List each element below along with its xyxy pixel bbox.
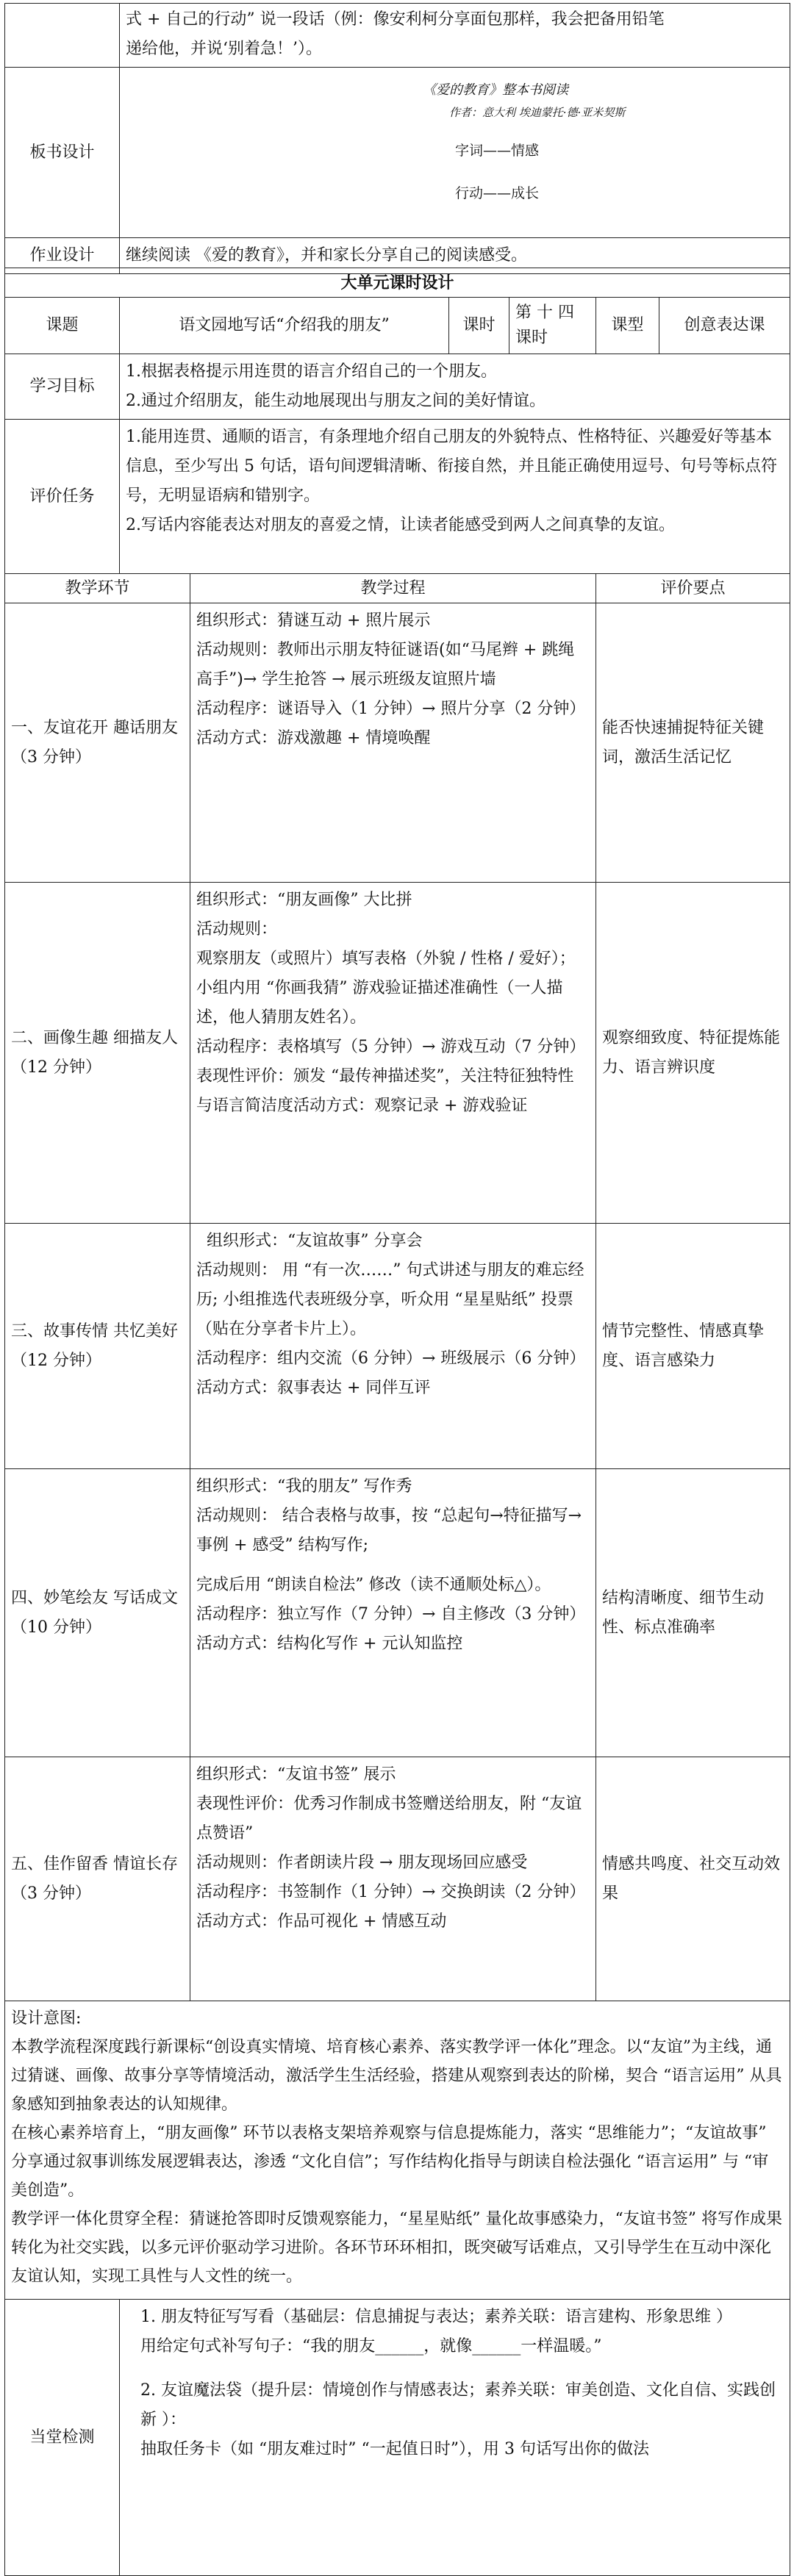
- process-line: 组织形式：“友谊故事” 分享会: [207, 1232, 423, 1250]
- tasks-label: 评价任务: [5, 420, 120, 574]
- board-content: [120, 68, 790, 238]
- unit-lesson-table: [4, 268, 790, 2576]
- design-paragraph: 本教学流程深度践行新课标“创设真实情境、培育核心素养、落实教学评一体化”理念。以“友谊”为主线，通过猜谜、画像、故事分享等情境活动，激活学生生活经验，搭建从观察到表达的阶梯，契合 “语言运用” 从具象感知到抽象表达的认知规律。: [11, 2038, 782, 2114]
- process-line: 活动规则：教师出示朋友特征谜语(如“马尾辫 + 跳绳高手”)→ 学生抢答 → 展示班级友谊照片墙: [196, 641, 575, 689]
- test-line: 抽取任务卡（如 “朋友难过时” “一起值日时”），用 3 句话写出你的做法: [140, 2440, 649, 2458]
- process-line: 组织形式：“友谊书签” 展示: [196, 1765, 396, 1784]
- stage-name: 四、妙笔绘友 写话成文（10 分钟）: [5, 1469, 190, 1757]
- task-item: 2.写话内容能表达对朋友的喜爱之情，让读者能感受到两人之间真挚的友谊。: [126, 516, 675, 534]
- process-line: 活动规则：: [196, 920, 278, 939]
- stage-eval: 情节完整性、情感真挚度、语言感染力: [596, 1224, 790, 1469]
- period-label: 课时: [449, 298, 509, 354]
- prev-lesson-table: [4, 3, 790, 274]
- topic-label: 课题: [5, 298, 120, 354]
- process-line: 小组内用 “你画我猜” 游戏验证描述准确性（一人描述，他人猜朋友姓名）。: [196, 979, 563, 1027]
- board-author: 作者：意大利 埃迪蒙托·德·亚米契斯: [449, 106, 626, 119]
- stage-name: 三、故事传情 共忆美好（12 分钟）: [5, 1224, 190, 1469]
- design-intent: [5, 2001, 790, 2300]
- stage-eval: 情感共鸣度、社交互动效果: [596, 1757, 790, 2001]
- process-header: 教学过程: [190, 574, 596, 603]
- test-label: 当堂检测: [5, 2300, 120, 2576]
- stage-eval: 结构清晰度、细节生动性、标点准确率: [596, 1469, 790, 1757]
- board-label: 板书设计: [5, 68, 120, 238]
- process-line: 表现性评价：颁发 “最传神描述奖”，关注特征独特性与语言简洁度活动方式：观察记录 + 游戏验证: [196, 1067, 574, 1115]
- stage-process: [190, 1757, 596, 2001]
- stage-process: [190, 1224, 596, 1469]
- homework-content: 继续阅读 《爱的教育》，并和家长分享自己的阅读感受。: [120, 238, 790, 274]
- process-line: 活动规则： 结合表格与故事，按 “总起句→特征描写→事例 + 感受” 结构写作;: [196, 1507, 582, 1554]
- process-line: 组织形式：猜谜互动 + 照片展示: [196, 611, 431, 630]
- process-line: 活动方式：作品可视化 + 情感互动: [196, 1912, 447, 1931]
- test-content: [120, 2300, 790, 2576]
- stage-process: [190, 1469, 596, 1757]
- test-line: 2. 友谊魔法袋（提升层：情境创作与情感表达；素养关联：审美创造、文化自信、实践创新 ）：: [140, 2381, 776, 2429]
- stage-header: 教学环节: [5, 574, 190, 603]
- process-line: 组织形式：“朋友画像” 大比拼: [196, 891, 412, 909]
- stage-name: 二、画像生趣 细描友人（12 分钟）: [5, 883, 190, 1224]
- task-item: 1.能用连贯、通顺的语言，有条理地介绍自己朋友的外貌特点、性格特征、兴趣爱好等基本信息，至少写出 5 句话，语句间逻辑清晰、衔接自然，并且能正确使用逗号、句号等标点符号，无明显语病和错别字。: [126, 428, 777, 505]
- stage-process: [190, 603, 596, 883]
- process-line: 表现性评价：优秀习作制成书签赠送给朋友，附 “友谊点赞语”: [196, 1795, 582, 1843]
- prev-cont-line: 式 + 自己的行动” 说一段话（例：像安利柯分享面包那样，我会把备用铅笔: [126, 10, 665, 29]
- stage-eval: 能否快速捕捉特征关键词，激活生活记忆: [596, 603, 790, 883]
- homework-label: 作业设计: [5, 238, 120, 274]
- prev-cont-cell: [120, 4, 790, 68]
- unit-title: 大单元课时设计: [5, 268, 790, 298]
- board-line-1: 字词——情感: [455, 143, 540, 159]
- tasks-content: [120, 420, 790, 574]
- process-line: 活动程序：表格填写（5 分钟）→ 游戏互动（7 分钟）: [196, 1038, 586, 1056]
- process-line: 活动程序：独立写作（7 分钟）→ 自主修改（3 分钟）活动方式：结构化写作 + 元认知监控: [196, 1605, 586, 1653]
- design-heading: 设计意图:: [11, 2009, 82, 2028]
- process-line: 完成后用 “朗读自检法” 修改（读不通顺处标△）。: [196, 1576, 551, 1594]
- goal-item: 2.通过介绍朋友，能生动地展现出与朋友之间的美好情谊。: [126, 392, 546, 410]
- type-value: 创意表达课: [659, 298, 790, 354]
- goals-label: 学习目标: [5, 354, 120, 420]
- process-line: 活动程序：组内交流（6 分钟）→ 班级展示（6 分钟）活动方式：叙事表达 + 同伴互评: [196, 1349, 586, 1397]
- goals-content: [120, 354, 790, 420]
- process-line: 活动程序：书签制作（1 分钟）→ 交换朗读（2 分钟）: [196, 1883, 586, 1901]
- stage-eval: 观察细致度、特征提炼能力、语言辨识度: [596, 883, 790, 1224]
- process-line: 组织形式：“我的朋友” 写作秀: [196, 1477, 412, 1496]
- board-line-2: 行动——成长: [455, 185, 540, 201]
- process-line: 观察朋友（或照片）填写表格（外貌 / 性格 / 爱好）；: [196, 950, 576, 968]
- process-line: 活动程序：谜语导入（1 分钟）→ 照片分享（2 分钟）活动方式：游戏激趣 + 情境唤醒: [196, 700, 586, 747]
- prev-cont-line: 递给他，并说‘别着急！’）。: [126, 40, 322, 58]
- topic-value: 语文园地写话“介绍我的朋友”: [120, 298, 449, 354]
- board-book-title: 《爱的教育》整本书阅读: [423, 82, 568, 98]
- stage-name: 一、友谊花开 趣话朋友（3 分钟）: [5, 603, 190, 883]
- design-paragraph: 教学评一体化贯穿全程：猜谜抢答即时反馈观察能力，“星星贴纸” 量化故事感染力，“友谊书签” 将写作成果转化为社交实践，以多元评价驱动学习进阶。各环节环环相扣，既突破写话难点，又引导学生在互动中深化友谊认知，实现工具性与人文性的统一。: [11, 2210, 782, 2286]
- design-paragraph: 在核心素养培育上，“朋友画像” 环节以表格支架培养观察与信息提炼能力，落实 “思维能力”；“友谊故事” 分享通过叙事训练发展逻辑表达，渗透 “文化自信”；写作结构化指导与朗读自检法强化 “语言运用” 与 “审美创造”。: [11, 2124, 769, 2200]
- prev-cell-empty: [5, 4, 120, 68]
- test-line: 1. 朋友特征写写看（基础层：信息捕捉与表达；素养关联：语言建构、形象思维 ）: [140, 2308, 732, 2326]
- goal-item: 1.根据表格提示用连贯的语言介绍自己的一个朋友。: [126, 362, 497, 381]
- process-line: 活动规则： 用 “有一次……” 句式讲述与朋友的难忘经历; 小组推选代表班级分享，听众用 “星星贴纸” 投票（贴在分享者卡片上）。: [196, 1261, 584, 1338]
- eval-header: 评价要点: [596, 574, 790, 603]
- test-line: 用给定句式补写句子：“我的朋友______，就像______一样温暖。”: [140, 2337, 602, 2356]
- period-value: 第 十 四 课时: [509, 298, 596, 354]
- stage-process: [190, 883, 596, 1224]
- type-label: 课型: [596, 298, 659, 354]
- process-line: 活动规则：作者朗读片段 → 朋友现场回应感受: [196, 1854, 528, 1872]
- stage-name: 五、佳作留香 情谊长存（3 分钟）: [5, 1757, 190, 2001]
